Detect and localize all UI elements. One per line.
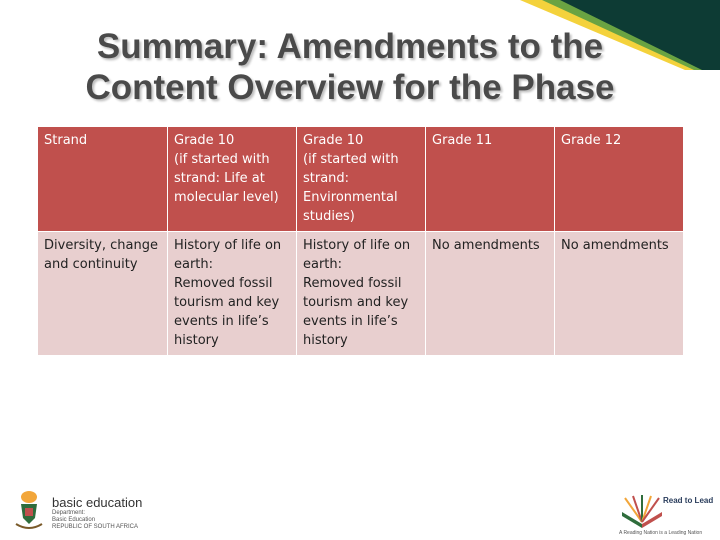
cell-grade-10-molecular-text: History of life on earth: Removed fossil tourism and key events in life’s history [174,238,282,348]
read-to-lead-logo [615,490,717,538]
header-strand: Strand [38,127,168,232]
cell-strand: Diversity, change and continuity [38,232,168,356]
header-grade-10-molecular-label: Grade 10 (if started with strand: Life at molecular level) [174,133,279,205]
header-grade-12: Grade 12 [555,127,684,232]
cell-grade-10-environmental-text: History of life on earth: Removed fossil tourism and key events in life’s history [303,238,411,348]
cell-grade-10-environmental [297,232,426,356]
header-grade-11: Grade 11 [426,127,555,232]
basic-education-name: basic education [52,495,143,510]
header-grade-10-molecular [168,127,297,232]
amendments-table [37,126,684,356]
table-header-row [38,127,684,232]
header-grade-10-environmental [297,127,426,232]
coat-of-arms-icon [12,488,46,532]
basic-education-logo [12,488,192,532]
cell-grade-11: No amendments [426,232,555,356]
basic-education-subdept: Basic Education [52,517,96,523]
basic-education-country: REPUBLIC OF SOUTH AFRICA [52,524,139,530]
read-to-lead-tagline: A Reading Nation is a Leading Nation [619,530,703,536]
open-book-icon [619,494,665,530]
slide-title-line-2: Content Overview for the Phase [85,68,615,107]
table-row [38,232,684,356]
read-to-lead-title: Read to Lead [663,496,714,505]
slide-title [0,26,700,108]
basic-education-dept: Department: [52,510,86,516]
slide-title-line-1: Summary: Amendments to the [96,27,604,66]
header-grade-10-environmental-label: Grade 10 (if started with strand: Environmental studies) [303,133,399,224]
cell-grade-12: No amendments [555,232,684,356]
basic-education-text [52,496,142,531]
cell-grade-10-molecular [168,232,297,356]
